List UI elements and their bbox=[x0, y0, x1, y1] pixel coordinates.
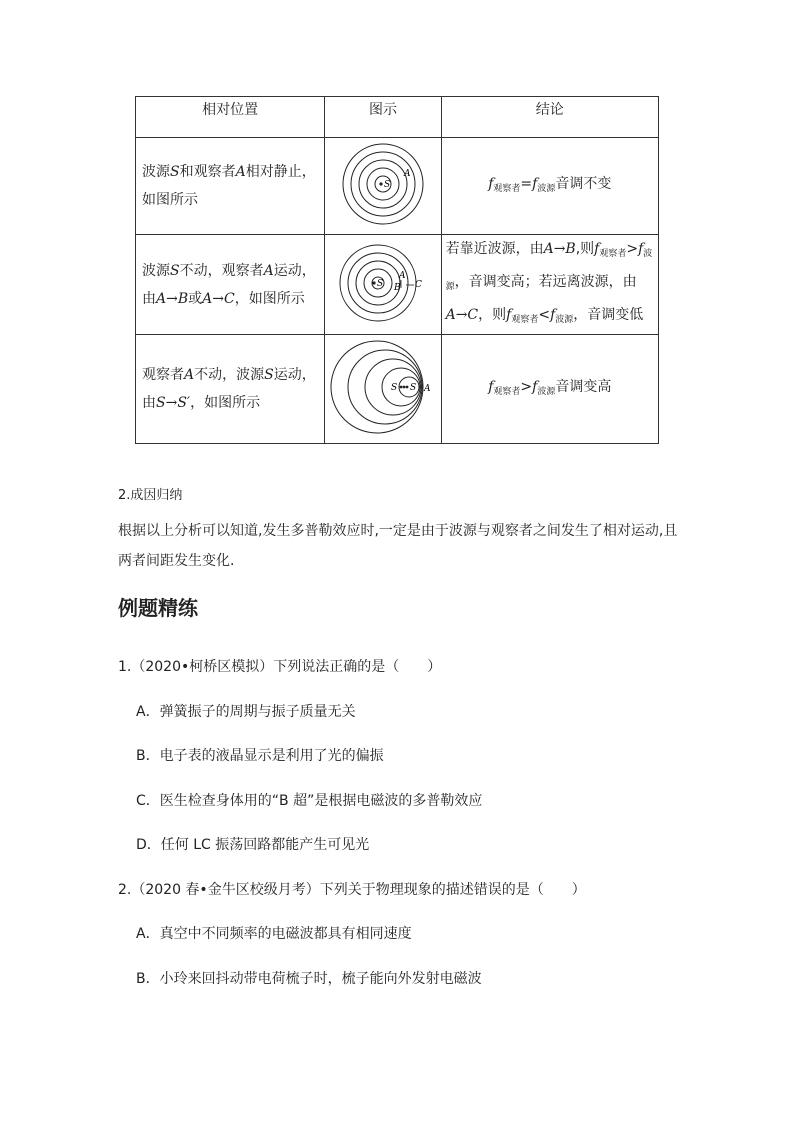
concentric-waves-moving-observer bbox=[328, 238, 438, 328]
question-2-option-a: A．真空中不同频率的电磁波都具有相同速度 bbox=[136, 926, 412, 942]
examples-heading: 例题精练 bbox=[118, 596, 198, 620]
concentric-waves-static bbox=[328, 139, 438, 229]
question-1-option-d: D．任何 LC 振荡回路都能产生可见光 bbox=[136, 837, 370, 853]
row3-conclusion: $f_{观察者}>f_{波源}$音调变高 bbox=[441, 335, 658, 444]
row1-desc: 波源S和观察者A相对静止， 如图所示 bbox=[136, 138, 325, 235]
question-1-option-b: B．电子表的液晶显示是利用了光的偏振 bbox=[136, 748, 384, 764]
fig2-label-b: B bbox=[393, 282, 401, 293]
fig2-label-a: A bbox=[398, 270, 406, 281]
question-1-option-a: A．弹簧振子的周期与振子质量无关 bbox=[136, 704, 356, 720]
question-2-option-b: B．小玲来回抖动带电荷梳子时，梳子能向外发射电磁波 bbox=[136, 971, 482, 987]
row2-conclusion: 若靠近波源，由A→B,则$f_{观察者}>f_{波源}$，音调变高；若远离波源，由A→C，则$f_{观察者}<f_{波源}$，音调变低 bbox=[441, 235, 658, 335]
section-paragraph: 根据以上分析可以知道,发生多普勒效应时,一定是由于波源与观察者之间发生了相对运动,且两者间距发生变化. bbox=[118, 523, 678, 569]
row1-figure bbox=[325, 138, 441, 235]
section-title: 2.成因归纳 bbox=[118, 488, 183, 503]
question-1-stem: 1.（2020•柯桥区模拟）下列说法正确的是（ ） bbox=[118, 659, 442, 675]
header-conclusion: 结论 bbox=[441, 97, 658, 138]
row1-conclusion: $f_{观察者}=f_{波源}$音调不变 bbox=[441, 138, 658, 235]
fig3-label-s-prime: S bbox=[409, 383, 417, 393]
doppler-table bbox=[135, 96, 659, 444]
doppler-waves-moving-source bbox=[327, 335, 439, 439]
fig1-label-s: S bbox=[383, 180, 391, 190]
question-1-option-c: C．医生检查身体用的“B 超”是根据电磁波的多普勒效应 bbox=[136, 793, 483, 809]
fig1-label-a: A bbox=[403, 169, 411, 179]
header-figure: 图示 bbox=[325, 97, 441, 138]
fig2-label-c: C bbox=[414, 279, 422, 290]
fig3-label-s: S bbox=[390, 383, 398, 393]
row3-desc: 观察者A不动，波源S运动， 由S→S′，如图所示 bbox=[136, 335, 325, 444]
header-position: 相对位置 bbox=[136, 97, 325, 138]
fig2-label-s: S bbox=[376, 278, 384, 289]
row2-desc: 波源S不动，观察者A运动， 由A→B或A→C，如图所示 bbox=[136, 235, 325, 335]
fig3-label-a: A bbox=[423, 384, 431, 394]
row2-figure bbox=[325, 235, 441, 335]
row3-figure bbox=[325, 335, 441, 444]
question-2-stem: 2.（2020 春•金牛区校级月考）下列关于物理现象的描述错误的是（ ） bbox=[118, 882, 586, 898]
